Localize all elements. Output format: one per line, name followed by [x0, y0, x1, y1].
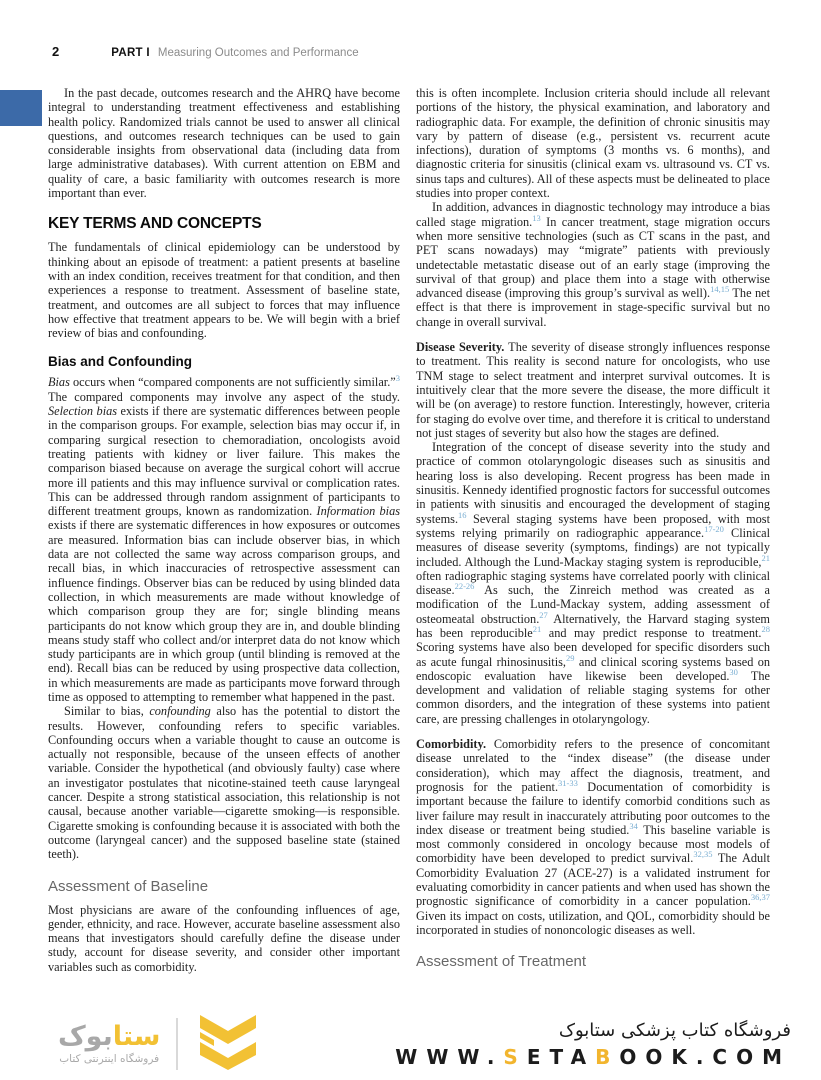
text-segment: Given its impact on costs, utilization, and QOL, comorbidity should be incorporated in studies of nononcologic diseases as well. [416, 908, 770, 937]
citation-ref: 17-20 [704, 523, 724, 534]
text-segment: The Adult Comorbidity Evaluation 27 (ACE-27) is a validated instrument for evaluating comorbidity in cancer patients and when used has shown the prognostic significance of comorbidity in a cancer population. [416, 851, 770, 909]
text-segment: Most physicians are aware of the confounding influences of age, gender, ethnicity, and race. However, accurate baseline assessment also means that investigators should carefully define the disease under study, account for disease severity, and consider other important variables such as comorbidity. [48, 902, 400, 974]
paragraph [416, 440, 770, 726]
paragraph [416, 737, 770, 937]
citation-ref: 21 [761, 552, 770, 563]
text-segment: Alternatively, the Harvard staging system has been reproducible [416, 611, 770, 640]
text-segment: often radiographic staging systems have correlated poorly with clinical disease. [416, 568, 770, 598]
paragraph [48, 240, 400, 340]
citation-ref: 29 [566, 652, 575, 663]
citation-ref: 21 [532, 623, 542, 634]
store-title: فروشگاه کتاب پزشکی ستابوک [558, 1019, 791, 1041]
text-columns [48, 86, 770, 1022]
citation-ref: 31-33 [558, 777, 578, 788]
paragraph [48, 86, 400, 200]
text-segment: The net effect is that there is improvement in stage-specific survival but no change in overall survival. [416, 286, 770, 329]
text-segment: The development and validation of reliable staging systems for other common disorders, and the integration of these systems into patient care, are pressing challenges in otolaryngology. [416, 668, 770, 726]
website-segment: ETA [526, 1044, 596, 1069]
text-segment: Several staging systems have been proposed, with most systems relying primarily on radiographic appearance. [416, 511, 770, 540]
left-column [48, 86, 400, 1022]
italic-term: Bias [48, 375, 70, 390]
website-segment: OOK.COM [619, 1044, 791, 1069]
part-label: PART I [111, 47, 150, 59]
text-segment: and clinical scoring systems based on endoscopic evaluation have likewise been developed. [416, 654, 770, 683]
wordmark-segment: بوک [58, 1021, 113, 1052]
website-url [395, 1045, 791, 1069]
page-number: 2 [52, 44, 60, 59]
text-segment: Clinical measures of disease severity (symptoms, findings) are not typically included. Although the Lund-Mackay staging system is reproducible, [416, 525, 770, 569]
text-segment: The fundamentals of clinical epidemiology can be understood by thinking about an episode of treatment: a patient presents at baseline with an index condition, receives treatment for that condition, and then experiences a response to treatment. Assessment of baseline state, treatment, and outcomes are all subject to forces that may influence how effective that treatment appears to be. We will begin with a brief review of bias and confounding. [48, 240, 400, 341]
right-column [416, 86, 770, 1022]
text-segment: Comorbidity refers to the presence of concomitant disease unrelated to the “index disease” (the disease under consideration), which may affect the diagnosis, treatment, and prognosis for the patient. [416, 737, 770, 794]
italic-term: confounding [149, 704, 211, 719]
website-segment: WWW. [395, 1044, 504, 1069]
citation-ref: 16 [458, 509, 467, 520]
footer-logo-group [58, 1014, 262, 1075]
text-segment: Integration of the concept of disease severity into the study and practice of common otolaryngologic diseases such as sinusitis and hearing loss is also developing. Recent progress has been made in sinusitis. Kennedy identified prognostic factors for successful outcomes in patients with sinusitis and encouraged the development of staging systems. [416, 440, 770, 526]
citation-ref: 27 [539, 609, 548, 620]
text-segment: this is often incomplete. Inclusion criteria should include all relevant portions of the history, the physical examination, and laboratory and radiographic data. For example, the definition of chronic sinusitis may vary by pattern of disease (e.g., persistent vs. recurrent acute infections), duration of symptoms (3 months vs. 6 months), and diagnostic criteria for sinusitis (clinical exam vs. ultrasound vs. CT vs. sinus taps and cultures). All of these aspects must be delineated to place studies into proper context. [416, 86, 770, 201]
paragraph [416, 340, 770, 440]
website-segment: B [595, 1044, 620, 1069]
text-segment: In addition, advances in diagnostic technology may introduce a bias called stage migration. [416, 200, 770, 229]
chapter-thumb-tab [0, 90, 42, 126]
paragraph [416, 200, 770, 329]
citation-ref: 34 [629, 820, 638, 831]
citation-ref: 30 [729, 666, 738, 677]
citation-ref: 22-26 [454, 581, 475, 591]
text-segment: occurs when “compared components are not sufficiently similar.” [69, 375, 396, 390]
citation-ref: 14,15 [710, 284, 730, 295]
paragraph [48, 704, 400, 861]
citation-ref: 28 [761, 623, 770, 634]
part-title: Measuring Outcomes and Performance [157, 47, 359, 59]
gray-heading: Assessment of Baseline [48, 877, 209, 895]
text-segment: Scoring systems have also been developed for specific disorders such as acute fungal rhinosinusitis, [416, 640, 770, 669]
footer-divider [176, 1018, 178, 1070]
gray-heading: Assessment of Treatment [416, 953, 587, 971]
text-segment: In the past decade, outcomes research and the AHRQ have become integral to understanding treatment effectiveness and establishing health policy. Randomized trials cannot be used to answer all clinical questions, and outcomes research techniques can be used to gain considerable insights from observational data (including data from large administrative databases). With current attention on EBM and quality of care, a basic familiarity with outcomes research is more important than ever. [48, 86, 400, 201]
setabook-logo [58, 1023, 160, 1065]
text-segment: This baseline variable is most commonly considered in oncology because most models of comorbidity have been developed to predict survival. [416, 822, 770, 866]
website-segment: S [503, 1044, 527, 1069]
citation-ref: 32,35 [693, 849, 713, 860]
logo-wordmark [58, 1023, 160, 1050]
run-in-heading: Comorbidity. [416, 737, 487, 752]
paragraph [48, 903, 400, 974]
logo-tagline: فروشگاه اینترنتی کتاب [59, 1053, 160, 1065]
subsection-heading: Bias and Confounding [48, 354, 192, 370]
citation-ref: 36,37 [750, 892, 770, 903]
footer-text-group [395, 1020, 791, 1069]
chevron-emblem-icon [194, 1014, 262, 1075]
wordmark-segment: ستا [112, 1021, 161, 1052]
italic-term: Selection bias [48, 404, 118, 419]
text-segment: also has the potential to distort the results. However, confounding refers to specific variables. Confounding occurs when a variable thought to cause an outcome is actually not responsible, because of the unseen effects of another variable. Consider the hypothetical (and obviously faulty) case where an investigator postulates that nicotine-stained teeth cause laryngeal cancer. Despite a strong statistical association, this relationship is not causal, because another variable—cigarette smoking—is responsible. Cigarette smoking is confounding because it is associated with both the outcome (laryngeal cancer) and the supposed baseline state (stained teeth). [48, 704, 400, 862]
text-segment: The severity of disease strongly influences response to treatment. This reality is second nature for oncologists, who use TNM stage to select treatment and interpret survival outcomes. It is intuitively clear that the more severe the disease, the more difficult it will be (on average) to restore function. Interestingly, however, criteria for staging do evolve over time, and therefore it is critical to understand not just stages of severity but also how the stages are defined. [416, 340, 770, 440]
paragraph [416, 86, 770, 200]
section-heading: KEY TERMS AND CONCEPTS [48, 215, 262, 233]
page-header [52, 44, 781, 59]
italic-term: Information bias [316, 504, 400, 519]
text-segment: In cancer treatment, stage migration occurs when more sensitive technologies (such as CT scans in the past, and PET scans nowadays) may “migrate” patients with previously undetectable metastatic disease out of an early stage (improving the survival of that group) and place them into a stage with otherwise advanced disease (improving this group’s survival as well). [416, 214, 770, 301]
text-segment: Documentation of comorbidity is important because the failure to identify comorbid conditions such as liver failure may result in inaccurately attributing poor outcomes to the index disease or treatment being studied. [416, 779, 770, 837]
text-segment: and may predict response to treatment. [541, 625, 762, 640]
citation-ref: 3 [395, 373, 400, 384]
text-segment: exists if there are systematic differences between people in the comparison groups. For example, selection bias may occur if, in comparing surgical resection to chemoradiation, oncologists avoid treating patients with kidney or liver failure. This makes the comparison biased because on average the surgical cohort will accrue more ill patients and this may influence survival or complication rates. This can be addressed through random assignment of participants to different treatment groups, known as randomization. [48, 404, 400, 519]
text-segment: Similar to bias, [64, 704, 150, 719]
citation-ref: 13 [532, 212, 541, 223]
text-segment: As such, the Zinreich method was created as a modification of the Lund-Mackay system, adding assessment of osteomeatal obstruction. [416, 583, 770, 626]
bookstore-footer [0, 1014, 821, 1080]
text-segment: The compared components may involve any aspect of the study. [48, 389, 400, 404]
run-in-heading: Disease Severity. [416, 340, 505, 355]
text-segment: exists if there are systematic differences in how exposures or outcomes are measured. Information bias can include observer bias, in which data are not collected the same way across comparison groups, and recall bias, in which inaccuracies of retrospective assessment can influence findings. Observer bias can be reduced by using blinded data collection, in which measurements are made without knowledge of which comparison group they are for; single blinding means participants do not know which group they are in, and double blinding means study staff who collect and/or interpret data do not know which study participants are in which group (until blinding is removed at the end). Recall bias can be reduced by using prospective data collection, in which measurements are made as participants move forward through time as opposed to attempting to remember what happened in the past. [48, 518, 400, 704]
paragraph [48, 375, 400, 704]
